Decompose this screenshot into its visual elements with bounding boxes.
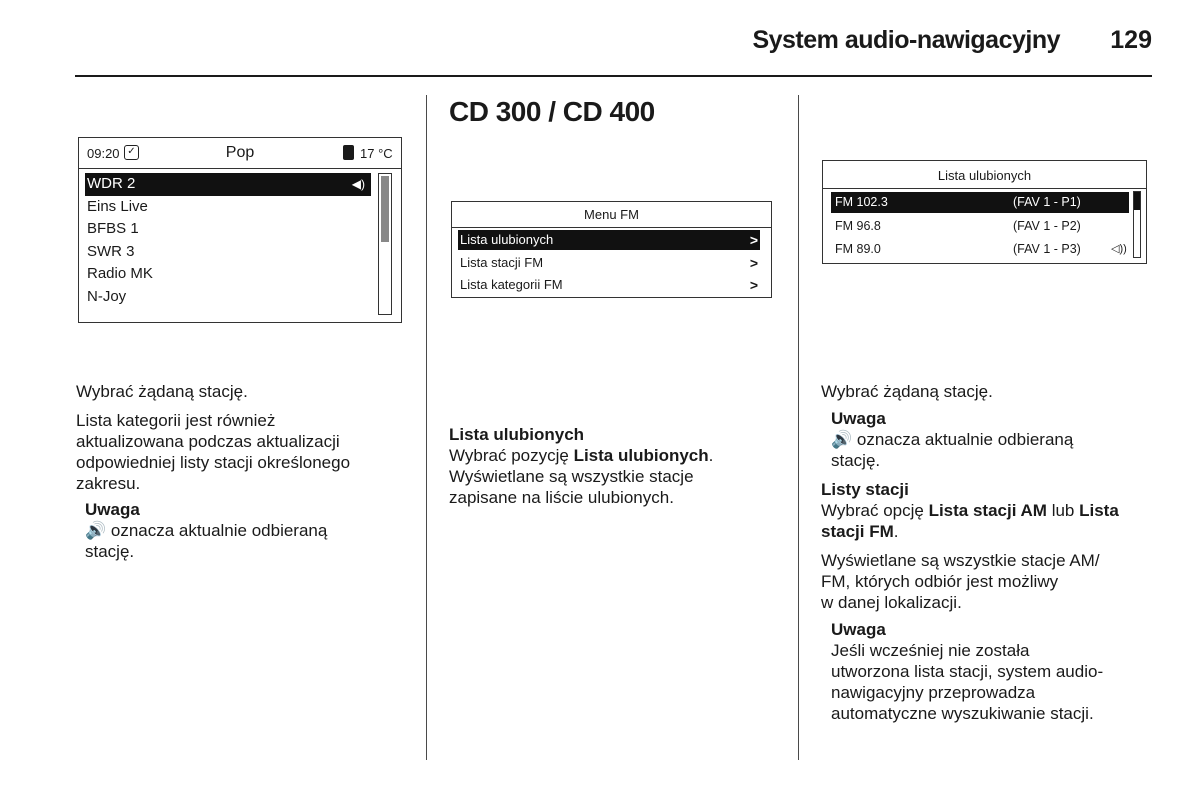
favourite-row[interactable]: FM 102.3 (FAV 1 - P1) — [831, 192, 1129, 213]
page-header-title: System audio-nawigacyjny — [752, 26, 1060, 54]
menu-item-category-list[interactable]: Lista kategorii FM > — [460, 277, 758, 293]
station-row[interactable]: WDR 2 ◀) — [85, 173, 371, 196]
station-list — [85, 173, 371, 308]
category-label: Pop — [225, 144, 255, 161]
menu-fm-screen — [451, 201, 772, 298]
col2-text: Lista ulubionych Wybrać pozycję Lista ulubionych. Wyświetlane są wszystkie stacje zapisane na liście ulubionych. — [449, 424, 789, 508]
paragraph: Wybrać pozycję Lista ulubionych. — [449, 446, 714, 465]
favourite-row[interactable]: FM 89.0 (FAV 1 - P3) ◁)) — [831, 239, 1129, 260]
page-number: 129 — [1110, 26, 1152, 54]
paragraph: Wybrać opcję Lista stacji AM lub Lista — [821, 501, 1119, 520]
station-row[interactable]: BFBS 1 — [87, 220, 139, 237]
favourite-row[interactable]: FM 96.8 (FAV 1 - P2) — [835, 219, 1081, 233]
station-list-screen — [78, 137, 402, 323]
note-title: Uwaga — [831, 409, 886, 428]
thermometer-icon — [343, 145, 354, 160]
note-block: Uwaga 🔊 oznacza aktualnie odbieraną stację. — [821, 408, 1161, 471]
paragraph: Lista kategorii jest również aktualizowana podczas aktualizacji odpowiedniej listy stacji określonego zakresu. — [76, 411, 351, 493]
title-separator — [823, 188, 1146, 189]
chevron-right-icon: > — [749, 255, 758, 271]
column-divider-2 — [798, 95, 799, 760]
clock-time: 09:20 — [87, 146, 120, 161]
clock-icon: ✓ — [124, 145, 139, 160]
station-row[interactable]: SWR 3 — [87, 242, 135, 260]
subheading: Lista ulubionych — [449, 425, 585, 444]
status-bar — [79, 138, 401, 169]
paragraph: Wyświetlane są wszystkie stacje AM/ FM, których odbiór jest możliwy w danej lokalizacji. — [821, 551, 1100, 612]
station-row[interactable]: Eins Live — [87, 197, 148, 215]
note-title: Uwaga — [85, 500, 140, 519]
chevron-right-icon: > — [749, 232, 758, 248]
station-row[interactable]: N-Joy — [87, 287, 127, 305]
header-rule — [75, 75, 1152, 77]
scrollbar-thumb[interactable] — [1134, 192, 1140, 210]
paragraph: Wybrać żądaną stację. — [76, 382, 248, 401]
favourites-list-screen — [822, 160, 1147, 264]
paragraph: Wybrać żądaną stację. — [821, 382, 993, 401]
temperature: 17 °C — [360, 146, 393, 161]
subheading: Listy stacji — [821, 480, 909, 499]
menu-title: Menu FM — [584, 207, 639, 222]
note-block: Uwaga 🔊 oznacza aktualnie odbieraną stację. — [76, 499, 416, 562]
col1-text — [76, 381, 416, 562]
note-title: Uwaga — [831, 620, 886, 639]
menu-item-favourites[interactable]: Lista ulubionych > — [460, 232, 758, 248]
col3-text: Wybrać żądaną stację. Uwaga 🔊 oznacza aktualnie odbieraną stację. Listy stacji Wybrać opcję Lista stacji AM lub Lista stacji FM. Wyświetlane są wszystkie stacje AM/ FM, których odbiór jest możliwy w danej lokalizacji. Uwaga Jeśli wcześniej nie została utworzona lista stacji, system audio- nawigacyjny przeprowadza automatyczne wyszukiwanie stacji. — [821, 381, 1161, 724]
station-row[interactable]: Radio MK — [87, 265, 153, 282]
speaker-icon: ◀) — [351, 177, 365, 191]
menu-item-station-list[interactable]: Lista stacji FM > — [460, 255, 758, 271]
note-block: Uwaga Jeśli wcześniej nie została utworzona lista stacji, system audio- nawigacyjny przeprowadza automatyczne wyszukiwanie stacji. — [821, 619, 1161, 724]
title-separator — [452, 227, 771, 228]
chevron-right-icon: > — [749, 277, 758, 293]
screen-title: Lista ulubionych — [937, 168, 1032, 183]
scrollbar-thumb[interactable] — [381, 176, 389, 242]
section-heading: CD 300 / CD 400 — [449, 96, 655, 127]
column-divider-1 — [426, 95, 427, 760]
speaker-icon: ◁)) — [1111, 243, 1127, 255]
